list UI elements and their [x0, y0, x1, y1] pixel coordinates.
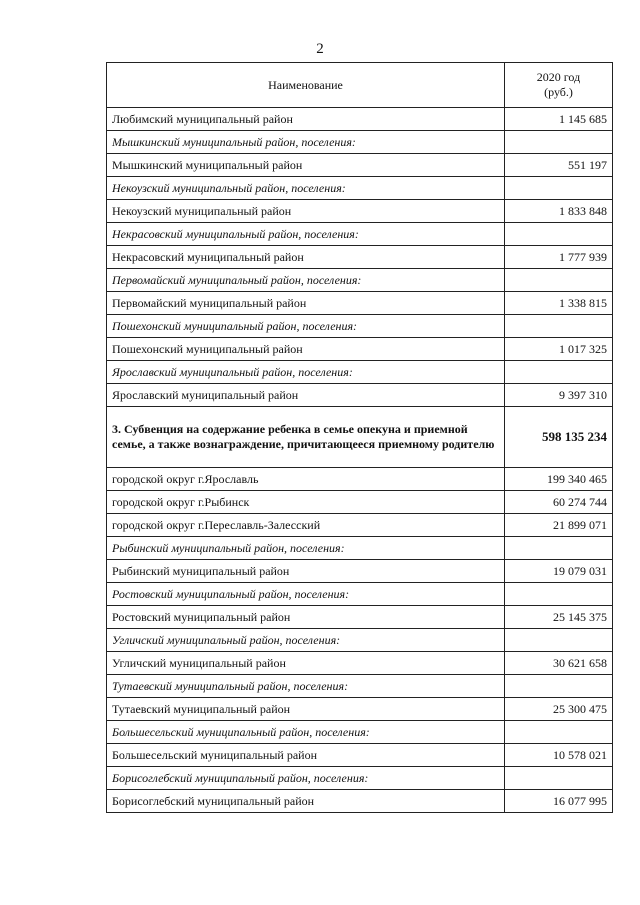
row-name-cell: Ярославский муниципальный район	[107, 384, 505, 407]
row-value-cell	[505, 131, 613, 154]
subvention-table	[106, 62, 613, 813]
row-name-cell: Ростовский муниципальный район	[107, 606, 505, 629]
page-number: 2	[316, 41, 324, 57]
table-row	[107, 560, 613, 583]
row-name-cell: Рыбинский муниципальный район	[107, 560, 505, 583]
table-row	[107, 652, 613, 675]
table-row	[107, 292, 613, 315]
group-header-row	[107, 361, 613, 384]
group-header-row	[107, 583, 613, 606]
row-value-cell	[505, 583, 613, 606]
row-name-cell: Тутаевский муниципальный район	[107, 698, 505, 721]
row-value-cell: 21 899 071	[505, 514, 613, 537]
column-header-name: Наименование	[107, 63, 505, 108]
group-header-row	[107, 131, 613, 154]
row-name-cell: 3. Субвенция на содержание ребенка в семье опекуна и приемной семье, а также вознаграждение, причитающееся приемному родителю	[107, 407, 505, 468]
row-name-cell: Некрасовский муниципальный район	[107, 246, 505, 269]
row-value-cell: 10 578 021	[505, 744, 613, 767]
row-value-cell	[505, 269, 613, 292]
row-name-cell: Борисоглебский муниципальный район	[107, 790, 505, 813]
row-name-cell: Ярославский муниципальный район, поселения:	[107, 361, 505, 384]
row-name-cell: Рыбинский муниципальный район, поселения:	[107, 537, 505, 560]
row-value-cell: 1 017 325	[505, 338, 613, 361]
row-name-cell: Некоузский муниципальный район, поселения:	[107, 177, 505, 200]
group-header-row	[107, 223, 613, 246]
row-value-cell: 30 621 658	[505, 652, 613, 675]
row-value-cell	[505, 767, 613, 790]
row-name-cell: Пошехонский муниципальный район, поселения:	[107, 315, 505, 338]
row-value-cell	[505, 315, 613, 338]
table-row	[107, 108, 613, 131]
row-value-cell: 199 340 465	[505, 468, 613, 491]
row-name-cell: Тутаевский муниципальный район, поселения:	[107, 675, 505, 698]
row-name-cell: Большесельский муниципальный район, поселения:	[107, 721, 505, 744]
row-value-cell	[505, 177, 613, 200]
row-value-cell: 1 338 815	[505, 292, 613, 315]
table-row	[107, 154, 613, 177]
row-name-cell: Некрасовский муниципальный район, поселения:	[107, 223, 505, 246]
table-row	[107, 606, 613, 629]
group-header-row	[107, 767, 613, 790]
row-name-cell: Первомайский муниципальный район, поселения:	[107, 269, 505, 292]
group-header-row	[107, 269, 613, 292]
table-row	[107, 698, 613, 721]
table-row	[107, 790, 613, 813]
row-value-cell	[505, 223, 613, 246]
row-value-cell	[505, 361, 613, 384]
group-header-row	[107, 315, 613, 338]
table-row	[107, 384, 613, 407]
row-value-cell: 19 079 031	[505, 560, 613, 583]
row-name-cell: Пошехонский муниципальный район	[107, 338, 505, 361]
row-value-cell	[505, 721, 613, 744]
column-header-unit: (руб.)	[544, 85, 573, 99]
row-value-cell: 25 145 375	[505, 606, 613, 629]
table-header-row	[107, 63, 613, 108]
column-header-year	[505, 63, 613, 108]
row-value-cell: 598 135 234	[505, 407, 613, 468]
table-row	[107, 514, 613, 537]
row-name-cell: Мышкинский муниципальный район, поселения:	[107, 131, 505, 154]
row-name-cell: городской округ г.Ярославль	[107, 468, 505, 491]
section-header-row	[107, 407, 613, 468]
table-row	[107, 338, 613, 361]
row-value-cell: 1 145 685	[505, 108, 613, 131]
group-header-row	[107, 177, 613, 200]
group-header-row	[107, 537, 613, 560]
row-value-cell	[505, 675, 613, 698]
table-row	[107, 468, 613, 491]
row-name-cell: Первомайский муниципальный район	[107, 292, 505, 315]
row-name-cell: Большесельский муниципальный район	[107, 744, 505, 767]
row-value-cell: 551 197	[505, 154, 613, 177]
row-name-cell: городской округ г.Переславль-Залесский	[107, 514, 505, 537]
row-name-cell: Угличский муниципальный район	[107, 652, 505, 675]
row-name-cell: Мышкинский муниципальный район	[107, 154, 505, 177]
row-name-cell: Ростовский муниципальный район, поселения:	[107, 583, 505, 606]
table-row	[107, 246, 613, 269]
row-name-cell: Любимский муниципальный район	[107, 108, 505, 131]
row-value-cell: 25 300 475	[505, 698, 613, 721]
row-value-cell: 9 397 310	[505, 384, 613, 407]
row-value-cell: 1 833 848	[505, 200, 613, 223]
row-value-cell: 1 777 939	[505, 246, 613, 269]
row-name-cell: Некоузский муниципальный район	[107, 200, 505, 223]
table-row	[107, 200, 613, 223]
table-body	[107, 108, 613, 813]
group-header-row	[107, 721, 613, 744]
row-value-cell: 60 274 744	[505, 491, 613, 514]
group-header-row	[107, 675, 613, 698]
row-name-cell: Борисоглебский муниципальный район, поселения:	[107, 767, 505, 790]
row-value-cell	[505, 629, 613, 652]
row-name-cell: городской округ г.Рыбинск	[107, 491, 505, 514]
row-value-cell: 16 077 995	[505, 790, 613, 813]
group-header-row	[107, 629, 613, 652]
table-row	[107, 744, 613, 767]
row-value-cell	[505, 537, 613, 560]
column-header-year-label: 2020 год	[536, 70, 581, 84]
table-row	[107, 491, 613, 514]
row-name-cell: Угличский муниципальный район, поселения:	[107, 629, 505, 652]
